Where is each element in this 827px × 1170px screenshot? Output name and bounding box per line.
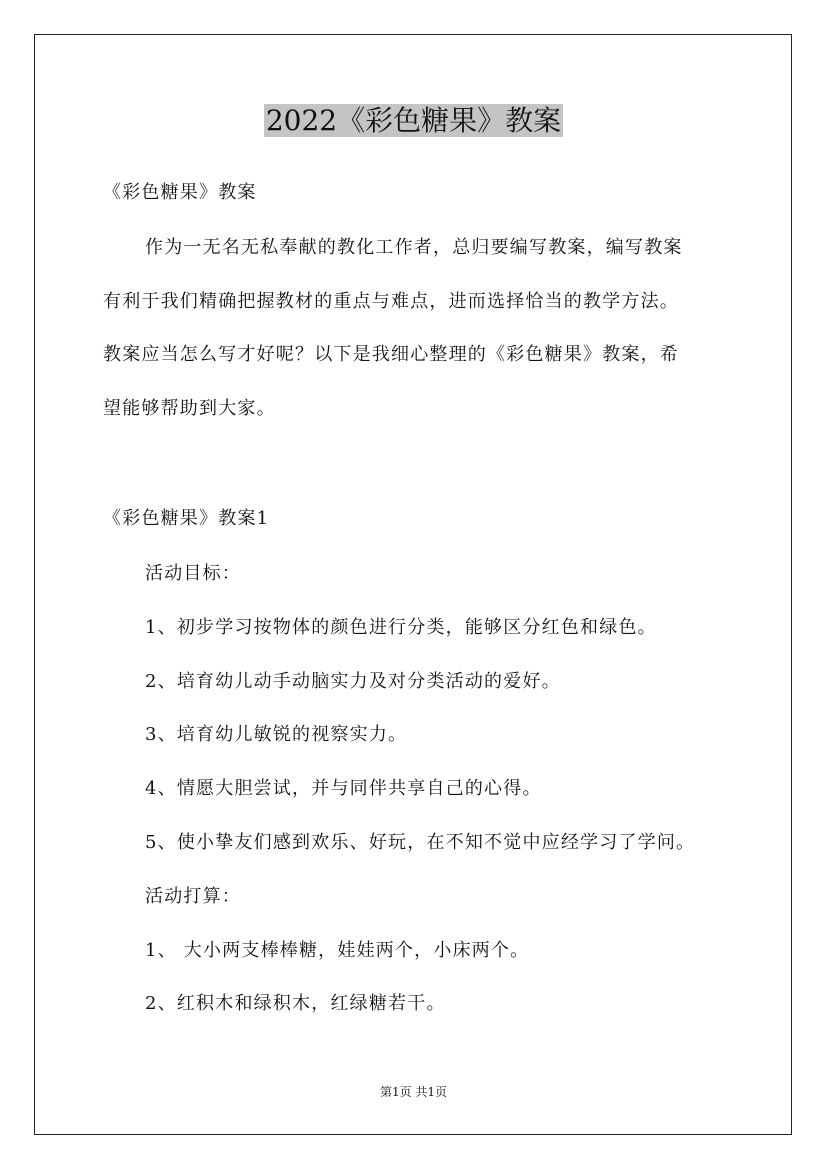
document-title-text: 2022《彩色糖果》教案 (265, 104, 562, 137)
goal-item-2: 2、培育幼儿动手动脑实力及对分类活动的爱好。 (145, 671, 561, 692)
section-heading-1: 《彩色糖果》教案1 (103, 508, 270, 529)
prep-item-2: 2、红积木和绿积木，红绿糖若干。 (145, 993, 446, 1014)
intro-line-4: 望能够帮助到大家。 (103, 398, 276, 419)
goals-heading: 活动目标： (145, 563, 241, 584)
prep-item-1: 1、 大小两支棒棒糖，娃娃两个，小床两个。 (145, 940, 530, 961)
prep-heading: 活动打算： (145, 886, 241, 907)
goal-item-5: 5、使小挚友们感到欢乐、好玩，在不知不觉中应经学习了学问。 (145, 832, 696, 853)
intro-line-2: 有利于我们精确把握教材的重点与难点，进而选择恰当的教学方法。 (103, 291, 679, 312)
intro-line-3: 教案应当怎么写才好呢？以下是我细心整理的《彩色糖果》教案，希 (103, 344, 679, 365)
document-title (0, 101, 827, 141)
intro-line-1: 作为一无名无私奉献的教化工作者，总归要编写教案，编写教案 (145, 237, 683, 258)
goal-item-1: 1、初步学习按物体的颜色进行分类，能够区分红色和绿色。 (145, 617, 657, 638)
goal-item-4: 4、情愿大胆尝试，并与同伴共享自己的心得。 (145, 778, 542, 799)
goal-item-3: 3、培育幼儿敏锐的视察实力。 (145, 724, 408, 745)
page-footer: 第1页 共1页 (379, 1085, 448, 1099)
document-subtitle: 《彩色糖果》教案 (103, 182, 257, 203)
